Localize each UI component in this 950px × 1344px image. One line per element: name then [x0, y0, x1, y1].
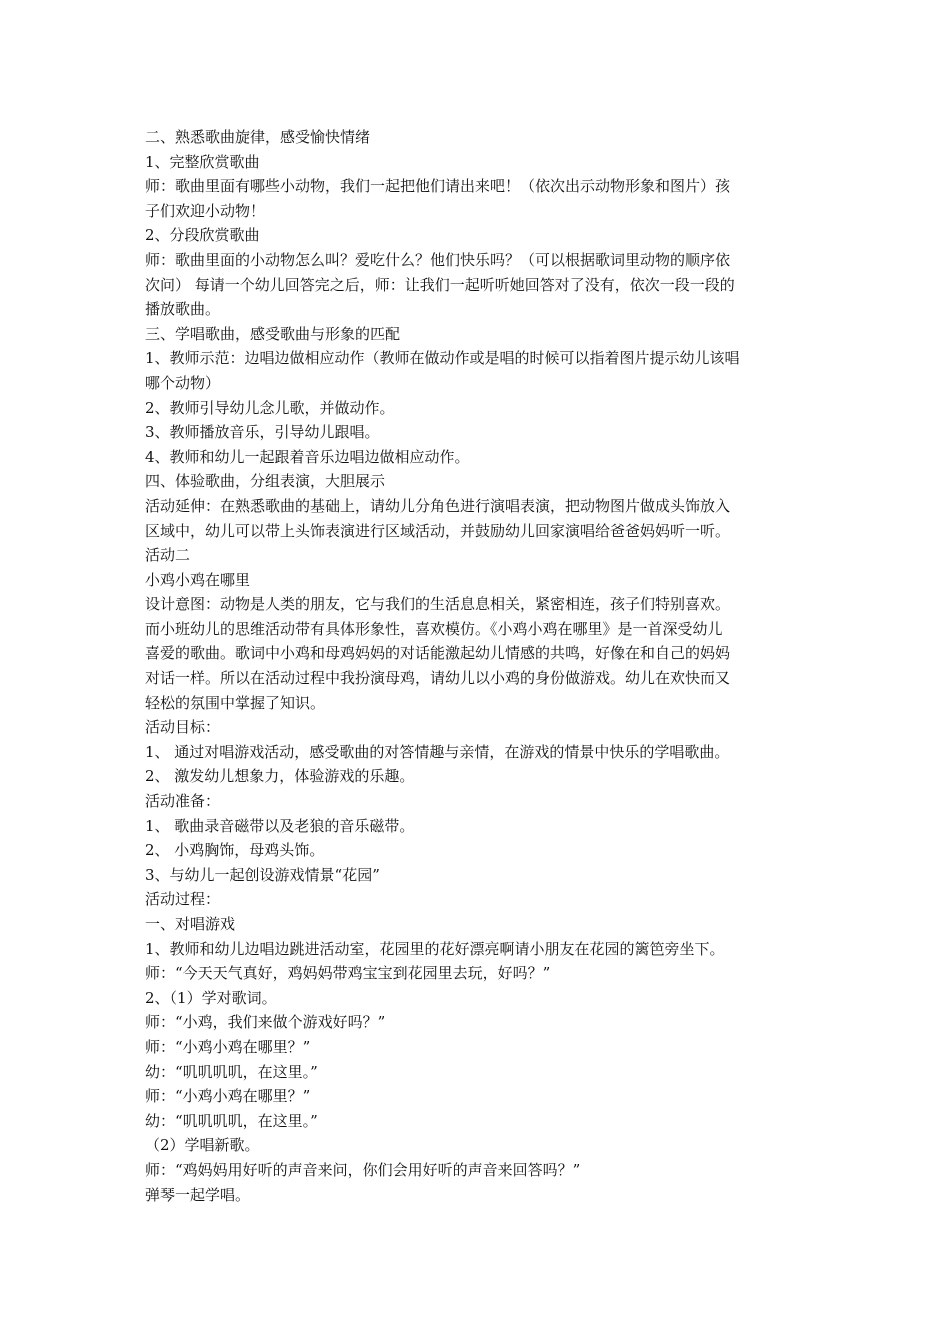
- text-line: 师：“小鸡小鸡在哪里？”: [145, 1037, 311, 1056]
- text-line: 喜爱的歌曲。歌词中小鸡和母鸡妈妈的对话能激起幼儿情感的共鸣，好像在和自己的妈妈: [145, 644, 731, 663]
- text-line: （2）学唱新歌。: [145, 1136, 260, 1155]
- text-line: 2、 小鸡胸饰，母鸡头饰。: [145, 841, 325, 860]
- text-line: 活动过程：: [145, 890, 221, 909]
- text-line: 2、（1）学对歌词。: [145, 988, 277, 1007]
- text-line: 活动目标：: [145, 718, 221, 737]
- text-line: 次问） 每请一个幼儿回答完之后，师：让我们一起听听她回答对了没有，依次一段一段的: [145, 275, 735, 294]
- text-line: 3、与幼儿一起创设游戏情景“花园”: [145, 865, 380, 884]
- text-line: 2、分段欣赏歌曲: [145, 226, 260, 245]
- text-line: 活动延伸：在熟悉歌曲的基础上，请幼儿分角色进行演唱表演，把动物图片做成头饰放入: [145, 496, 731, 515]
- text-line: 2、 激发幼儿想象力，体验游戏的乐趣。: [145, 767, 415, 786]
- text-line: 1、教师和幼儿边唱边跳进活动室，花园里的花好漂亮啊请小朋友在花园的篱笆旁坐下。: [145, 939, 725, 958]
- document-page: [145, 125, 810, 1207]
- text-line: 对话一样。所以在活动过程中我扮演母鸡，请幼儿以小鸡的身份做游戏。幼儿在欢快而又: [145, 669, 731, 688]
- text-line: 4、教师和幼儿一起跟着音乐边唱边做相应动作。: [145, 447, 470, 466]
- text-line: 师：“今天天气真好，鸡妈妈带鸡宝宝到花园里去玩，好吗？”: [145, 964, 551, 983]
- text-line: 1、 歌曲录音磁带以及老狼的音乐磁带。: [145, 816, 415, 835]
- text-line: 师：歌曲里面有哪些小动物，我们一起把他们请出来吧！（依次出示动物形象和图片）孩: [145, 177, 731, 196]
- text-line: 二、熟悉歌曲旋律，感受愉快情绪: [145, 128, 371, 146]
- text-line: 一、对唱游戏: [145, 915, 236, 933]
- text-line: 1、教师示范：边唱边做相应动作（教师在做动作或是唱的时候可以指着图片提示幼儿该唱: [145, 349, 740, 368]
- text-line: 师：“小鸡，我们来做个游戏好吗？”: [145, 1013, 386, 1032]
- text-line: 师：歌曲里面的小动物怎么叫？爱吃什么？他们快乐吗？（可以根据歌词里动物的顺序依: [145, 250, 731, 269]
- text-line: 师：“鸡妈妈用好听的声音来问，你们会用好听的声音来回答吗？”: [145, 1160, 581, 1179]
- text-line: 哪个动物）: [145, 373, 221, 392]
- text-line: 三、学唱歌曲，感受歌曲与形象的匹配: [145, 324, 401, 343]
- text-line: 1、完整欣赏歌曲: [145, 152, 260, 171]
- text-line: 小鸡小鸡在哪里: [145, 570, 251, 589]
- text-line: 区域中，幼儿可以带上头饰表演进行区域活动，并鼓励幼儿回家演唱给爸爸妈妈听一听。: [145, 521, 731, 540]
- text-line: 弹琴一起学唱。: [145, 1185, 251, 1204]
- text-line: 而小班幼儿的思维活动带有具体形象性，喜欢模仿。《小鸡小鸡在哪里》是一首深受幼儿: [145, 619, 723, 638]
- text-line: 设计意图：动物是人类的朋友，它与我们的生活息息相关，紧密相连，孩子们特别喜欢。: [145, 595, 731, 614]
- text-line: 子们欢迎小动物！: [145, 201, 266, 220]
- text-line: 活动准备：: [145, 792, 221, 811]
- text-line: 轻松的氛围中掌握了知识。: [145, 693, 326, 712]
- text-line: 师：“小鸡小鸡在哪里？”: [145, 1087, 311, 1106]
- text-line: 幼：“叽叽叽叽，在这里。”: [145, 1062, 318, 1081]
- text-line: 3、教师播放音乐，引导幼儿跟唱。: [145, 423, 380, 442]
- text-line: 幼：“叽叽叽叽，在这里。”: [145, 1111, 318, 1130]
- text-line: 活动二: [145, 546, 191, 565]
- text-line: 四、体验歌曲，分组表演，大胆展示: [145, 472, 386, 491]
- text-line: 1、 通过对唱游戏活动，感受歌曲的对答情趣与亲情，在游戏的情景中快乐的学唱歌曲。: [145, 742, 730, 761]
- text-line: 2、教师引导幼儿念儿歌，并做动作。: [145, 398, 395, 417]
- text-line: 播放歌曲。: [145, 300, 221, 319]
